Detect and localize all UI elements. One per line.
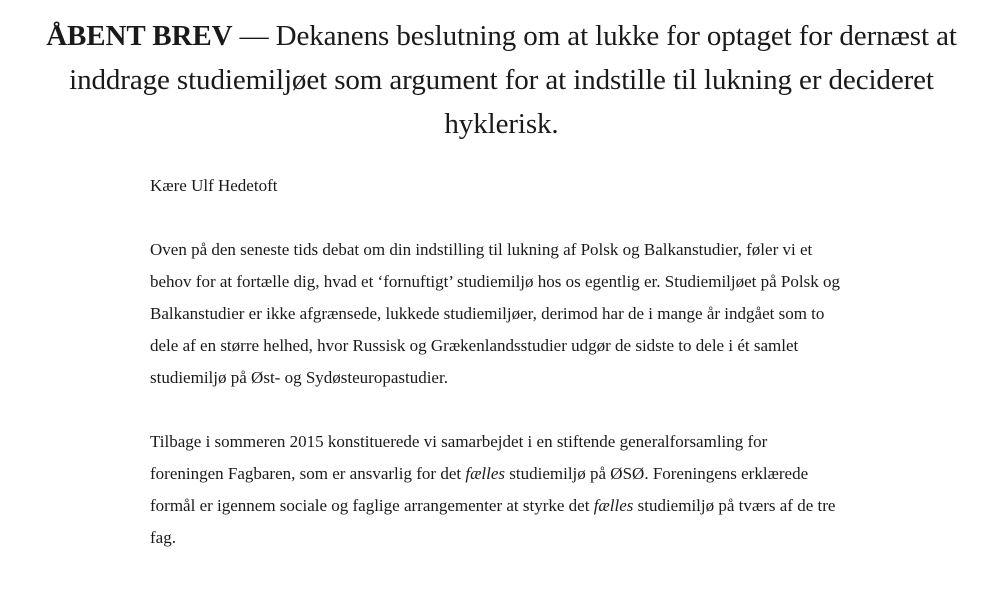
paragraph-2-emphasis-2: fælles [593, 496, 634, 515]
article-headline [20, 14, 983, 146]
headline-kicker: ÅBENT BREV [46, 20, 233, 52]
letter-paragraph-1: Oven på den seneste tids debat om din indstilling til lukning af Polsk og Balkanstudier, føler vi et behov for at fortælle dig, hvad et ‘fornuftigt’ studiemiljø hos os egentlig er. Studiemiljøet på Polsk og Balkanstudier er ikke afgrænsede, lukkede studiemiljøer, derimod har de i mange år indgået som to dele af en større helhed, hvor Russisk og Grækenlandsstudier udgør de sidste to dele i ét samlet studiemiljø på Øst- og Sydøsteuropastudier. [150, 240, 840, 387]
article-body [150, 170, 840, 554]
paragraph-2-emphasis-1: fælles [465, 464, 506, 483]
letter-paragraph-2 [150, 426, 840, 554]
letter-salutation: Kære Ulf Hedetoft [150, 176, 278, 195]
paragraph-2-text-1: Tilbage i sommeren 2015 konstituerede vi samarbejdet i en stiftende generalforsamling for foreningen Fagbaren, som er ansvarlig for det [150, 432, 768, 483]
paragraph-2-text-2: studiemiljø på ØSØ. Foreningens erklærede formål er igennem sociale og faglige arrangementer at styrke det [150, 464, 809, 515]
headline-title: Dekanens beslutning om at lukke for optaget for dernæst at inddrage studiemiljøet som argument for at indstille til lukning er decideret hyklerisk. [69, 20, 957, 140]
headline-dash: — [232, 20, 276, 52]
paragraph-2-text-3: studiemiljø på tværs af de tre fag. [150, 496, 836, 547]
